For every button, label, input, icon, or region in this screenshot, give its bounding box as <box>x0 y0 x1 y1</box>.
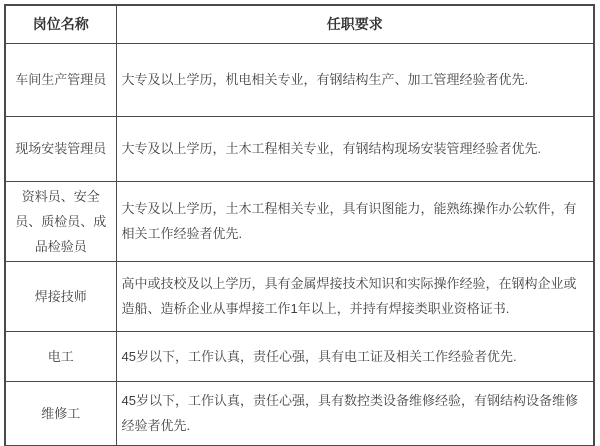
requirement-cell: 45岁以下，工作认真，责任心强，具有数控类设备维修经验，有钢结构设备维修经验者优先. <box>116 381 594 446</box>
table-row <box>5 261 594 331</box>
requirement-cell: 大专及以上学历，土木工程相关专业，有钢结构现场安装管理经验者优先. <box>116 116 594 181</box>
position-cell: 电工 <box>5 331 116 381</box>
requirement-cell: 大专及以上学历，机电相关专业，有钢结构生产、加工管理经验者优先. <box>116 43 594 116</box>
table-row <box>5 381 594 446</box>
position-cell: 资料员、安全员、质检员、成品检验员 <box>5 181 116 261</box>
position-cell: 维修工 <box>5 381 116 446</box>
position-cell: 车间生产管理员 <box>5 43 116 116</box>
column-header-requirements: 任职要求 <box>116 5 594 43</box>
requirement-cell: 大专及以上学历，土木工程相关专业，具有识图能力，能熟练操作办公软件，有相关工作经验者优先. <box>116 181 594 261</box>
table-row <box>5 181 594 261</box>
table-body <box>5 43 594 446</box>
column-header-position: 岗位名称 <box>5 5 116 43</box>
header-row <box>5 5 594 43</box>
requirement-cell: 45岁以下，工作认真，责任心强，具有电工证及相关工作经验者优先. <box>116 331 594 381</box>
position-cell: 焊接技师 <box>5 261 116 331</box>
table-row <box>5 331 594 381</box>
table-header <box>5 5 594 43</box>
job-requirements-table <box>4 4 595 446</box>
requirement-cell: 高中或技校及以上学历，具有金属焊接技术知识和实际操作经验，在钢构企业或造船、造桥企业从事焊接工作1年以上，并持有焊接类职业资格证书. <box>116 261 594 331</box>
table-row <box>5 43 594 116</box>
table-row <box>5 116 594 181</box>
position-cell: 现场安装管理员 <box>5 116 116 181</box>
